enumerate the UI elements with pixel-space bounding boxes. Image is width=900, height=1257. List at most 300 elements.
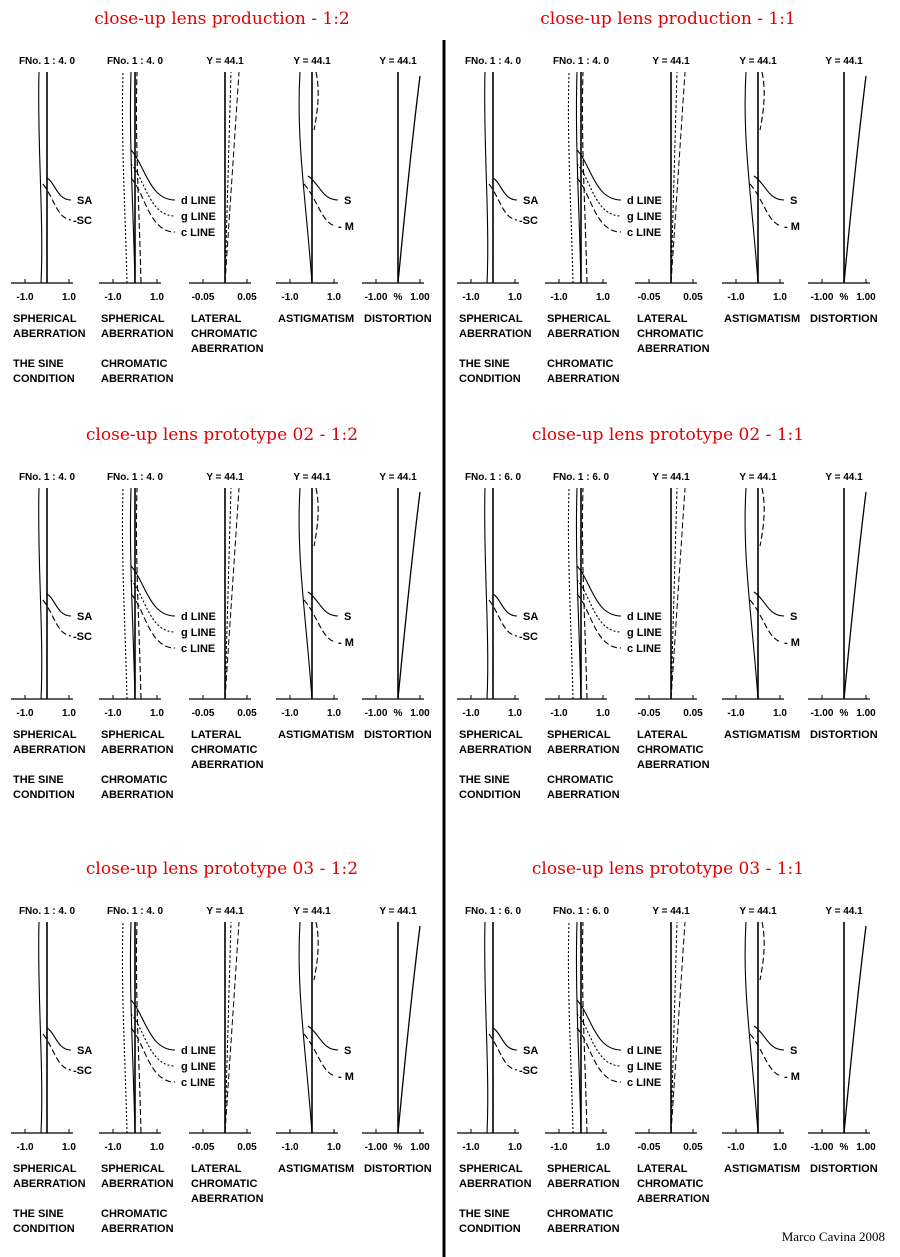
plot-caption: CHROMATIC (101, 358, 168, 370)
tick-label: -0.05 (637, 1142, 661, 1153)
panel-proto03-1-1 (457, 859, 878, 1235)
tick-label: -1.0 (550, 292, 568, 303)
series-label-m: - M (784, 637, 800, 649)
plot-caption: SPHERICAL (101, 729, 165, 741)
plot-caption: ASTIGMATISM (278, 313, 355, 325)
series-label-s: S (344, 1045, 352, 1057)
tick-label: -1.0 (104, 1142, 122, 1153)
tick-label: 1.00 (410, 1142, 430, 1153)
plot-caption: LATERAL (637, 313, 688, 325)
tick-label: -0.05 (191, 292, 215, 303)
panel-prod-1-1 (457, 9, 878, 385)
curve-lateral-g (225, 922, 231, 1133)
tick-label: 1.0 (596, 708, 610, 719)
plot-caption: SPHERICAL (13, 1163, 77, 1175)
plot-caption: DISTORTION (364, 729, 432, 741)
plot-header: Y = 44.1 (206, 906, 244, 917)
panel-prod-1-2 (11, 9, 432, 385)
tick-label: 1.0 (150, 292, 164, 303)
plot-header: Y = 44.1 (825, 472, 863, 483)
curve-m-top (760, 922, 764, 980)
plot-header: Y = 44.1 (379, 472, 417, 483)
plot-caption: ABERRATION (459, 328, 532, 340)
plot-caption: SPHERICAL (547, 729, 611, 741)
plot-header: FNo. 1 : 4. 0 (464, 56, 522, 67)
plot-caption: ASTIGMATISM (724, 729, 801, 741)
plot-caption: LATERAL (191, 729, 242, 741)
plot-header: FNo. 1 : 6. 0 (552, 906, 610, 917)
tick-label: 1.0 (150, 708, 164, 719)
panel-proto02-1-1 (457, 425, 878, 801)
series-label-s: S (344, 195, 352, 207)
panel-title: close-up lens prototype 03 - 1:2 (85, 859, 359, 879)
curve-lateral-g (671, 488, 677, 699)
tick-label: -1.0 (462, 708, 480, 719)
plot-caption: ABERRATION (101, 328, 174, 340)
plot-header: Y = 44.1 (825, 56, 863, 67)
curve-lateral-g (225, 72, 231, 283)
curve-m (750, 1034, 782, 1076)
plot-caption: ABERRATION (13, 328, 86, 340)
series-label-sc: -SC (519, 631, 538, 643)
curve-line (582, 922, 587, 1133)
plot-caption: LATERAL (191, 313, 242, 325)
series-label-m: - M (338, 221, 354, 233)
tick-label: 1.0 (596, 1142, 610, 1153)
plot-1 (457, 472, 538, 801)
curve-line (122, 72, 127, 283)
tick-label: -1.00 (810, 292, 834, 303)
curve-m (750, 600, 782, 642)
tick-label: -1.0 (462, 292, 480, 303)
tick-label: -1.0 (104, 708, 122, 719)
plot-5 (808, 472, 878, 741)
plot-caption: CHROMATIC (637, 744, 704, 756)
curve-c-line (577, 1028, 621, 1082)
plot-4 (276, 472, 354, 741)
curve-lateral-c (671, 488, 685, 699)
panel-title: close-up lens production - 1:1 (540, 9, 796, 29)
tick-label: 0.05 (683, 708, 703, 719)
plot-caption: ABERRATION (191, 759, 264, 771)
panel-proto03-1-2 (11, 859, 432, 1235)
plot-caption: ABERRATION (191, 343, 264, 355)
series-label-s: S (790, 195, 798, 207)
curve-m-top (314, 488, 318, 546)
plot-header: Y = 44.1 (379, 56, 417, 67)
series-label: c LINE (627, 1077, 662, 1089)
plot-caption: ABERRATION (547, 328, 620, 340)
plot-caption: LATERAL (191, 1163, 242, 1175)
plot-caption: ABERRATION (101, 1223, 174, 1235)
curve-lateral-c (671, 72, 685, 283)
tick-label: 1.0 (508, 292, 522, 303)
panel-proto02-1-2 (11, 425, 432, 801)
tick-label: 0.05 (237, 1142, 257, 1153)
plot-5 (362, 56, 432, 325)
curve-distortion (398, 76, 420, 283)
curve-line (582, 488, 587, 699)
plot-header: Y = 44.1 (652, 906, 690, 917)
curve-c-line (131, 594, 175, 648)
plot-caption: CHROMATIC (637, 328, 704, 340)
plot-caption: CHROMATIC (637, 1178, 704, 1190)
series-label: g LINE (181, 627, 216, 639)
plot-header: FNo. 1 : 6. 0 (464, 472, 522, 483)
plot-5 (362, 906, 432, 1175)
tick-label: -1.0 (462, 1142, 480, 1153)
tick-label: % (839, 1142, 849, 1153)
curve-m (304, 184, 336, 226)
plot-caption: DISTORTION (364, 313, 432, 325)
series-label-sa: SA (77, 1045, 93, 1057)
plot-caption: SPHERICAL (547, 313, 611, 325)
tick-label: 1.0 (773, 292, 787, 303)
tick-label: -1.0 (16, 292, 34, 303)
curve-c-line (577, 178, 621, 232)
tick-label: -0.05 (637, 292, 661, 303)
tick-label: 0.05 (683, 292, 703, 303)
plot-caption: THE SINE (459, 358, 510, 370)
tick-label: 0.05 (683, 1142, 703, 1153)
plot-5 (808, 56, 878, 325)
plot-caption: ABERRATION (637, 343, 710, 355)
tick-label: 1.0 (773, 708, 787, 719)
plot-caption: DISTORTION (810, 313, 878, 325)
curve-c-line (577, 594, 621, 648)
plot-caption: ABERRATION (13, 744, 86, 756)
plot-4 (722, 56, 800, 325)
plot-caption: CHROMATIC (547, 358, 614, 370)
series-label-sc: -SC (73, 1065, 92, 1077)
plot-caption: ASTIGMATISM (724, 1163, 801, 1175)
plot-header: Y = 44.1 (293, 56, 331, 67)
plot-1 (11, 472, 92, 801)
plot-caption: ASTIGMATISM (724, 313, 801, 325)
plot-caption: ASTIGMATISM (278, 1163, 355, 1175)
curve-m (304, 600, 336, 642)
panel-title: close-up lens prototype 02 - 1:2 (85, 425, 359, 445)
panel-title: close-up lens prototype 02 - 1:1 (531, 425, 805, 445)
series-label: g LINE (627, 627, 662, 639)
curve-distortion (844, 76, 866, 283)
plot-caption: ABERRATION (547, 1223, 620, 1235)
series-label: d LINE (627, 611, 662, 623)
plot-caption: ABERRATION (547, 373, 620, 385)
plot-1 (457, 906, 538, 1235)
tick-label: 1.00 (410, 708, 430, 719)
curve-c-line (131, 178, 175, 232)
tick-label: % (393, 292, 403, 303)
curve-m-top (760, 72, 764, 130)
series-label-s: S (790, 1045, 798, 1057)
curve-m-top (314, 922, 318, 980)
plot-header: Y = 44.1 (206, 472, 244, 483)
tick-label: 1.0 (508, 1142, 522, 1153)
plot-header: Y = 44.1 (206, 56, 244, 67)
curve-line (136, 922, 141, 1133)
plot-caption: CONDITION (13, 789, 75, 801)
plot-4 (722, 472, 800, 741)
plot-1 (457, 56, 538, 385)
plot-caption: ABERRATION (101, 373, 174, 385)
curve-lateral-c (225, 488, 239, 699)
curve-sa-outer (485, 922, 488, 1133)
tick-label: -1.0 (727, 1142, 745, 1153)
plot-header: Y = 44.1 (652, 472, 690, 483)
series-label-m: - M (338, 1071, 354, 1083)
tick-label: -0.05 (191, 708, 215, 719)
plot-header: Y = 44.1 (652, 56, 690, 67)
plot-4 (276, 906, 354, 1175)
series-label-sa: SA (523, 611, 539, 623)
series-label: d LINE (181, 611, 216, 623)
series-label-m: - M (784, 1071, 800, 1083)
tick-label: -1.0 (281, 1142, 299, 1153)
plot-caption: CONDITION (13, 373, 75, 385)
curve-line (122, 488, 127, 699)
tick-label: -1.00 (364, 292, 388, 303)
plot-caption: SPHERICAL (547, 1163, 611, 1175)
curve-line (568, 488, 573, 699)
series-label: g LINE (181, 211, 216, 223)
series-label: c LINE (181, 1077, 216, 1089)
tick-label: -0.05 (191, 1142, 215, 1153)
series-label-s: S (344, 611, 352, 623)
series-label: d LINE (627, 1045, 662, 1057)
tick-label: -0.05 (637, 708, 661, 719)
curve-m-top (314, 72, 318, 130)
plot-header: Y = 44.1 (293, 472, 331, 483)
tick-label: 1.0 (327, 1142, 341, 1153)
tick-label: -1.0 (104, 292, 122, 303)
curve-c-line (131, 1028, 175, 1082)
plot-header: FNo. 1 : 4. 0 (106, 906, 164, 917)
plot-caption: CONDITION (459, 373, 521, 385)
plot-header: FNo. 1 : 4. 0 (106, 472, 164, 483)
plot-caption: DISTORTION (810, 729, 878, 741)
series-label: c LINE (627, 227, 662, 239)
plot-1 (11, 56, 92, 385)
plot-caption: CONDITION (459, 789, 521, 801)
plot-caption: ABERRATION (637, 759, 710, 771)
plot-caption: SPHERICAL (459, 313, 523, 325)
plot-caption: ABERRATION (547, 789, 620, 801)
tick-label: -1.0 (727, 708, 745, 719)
tick-label: 1.0 (508, 708, 522, 719)
plot-caption: CHROMATIC (547, 774, 614, 786)
plot-header: Y = 44.1 (739, 472, 777, 483)
plot-caption: ABERRATION (637, 1193, 710, 1205)
curve-sa-outer (485, 488, 488, 699)
plot-header: Y = 44.1 (825, 906, 863, 917)
panel-title: close-up lens production - 1:2 (94, 9, 350, 29)
plot-header: Y = 44.1 (739, 56, 777, 67)
plot-caption: SPHERICAL (101, 1163, 165, 1175)
curve-lateral-g (225, 488, 231, 699)
plot-caption: THE SINE (459, 1208, 510, 1220)
plot-caption: SPHERICAL (459, 729, 523, 741)
series-label-m: - M (338, 637, 354, 649)
plot-header: FNo. 1 : 4. 0 (18, 56, 76, 67)
plot-header: FNo. 1 : 4. 0 (18, 906, 76, 917)
series-label-sc: -SC (73, 631, 92, 643)
tick-label: 0.05 (237, 292, 257, 303)
tick-label: % (839, 292, 849, 303)
series-label: c LINE (181, 227, 216, 239)
series-label: c LINE (627, 643, 662, 655)
tick-label: 1.00 (410, 292, 430, 303)
tick-label: 1.0 (327, 708, 341, 719)
plot-caption: DISTORTION (364, 1163, 432, 1175)
tick-label: -1.00 (364, 708, 388, 719)
tick-label: -1.0 (550, 1142, 568, 1153)
plot-header: Y = 44.1 (739, 906, 777, 917)
plot-caption: CHROMATIC (101, 1208, 168, 1220)
series-label-sa: SA (523, 195, 539, 207)
curve-line (568, 72, 573, 283)
plot-caption: THE SINE (459, 774, 510, 786)
series-label-m: - M (784, 221, 800, 233)
tick-label: 1.0 (327, 292, 341, 303)
series-label: g LINE (627, 1061, 662, 1073)
plot-caption: SPHERICAL (13, 313, 77, 325)
curve-sa-outer (485, 72, 488, 283)
tick-label: 1.0 (773, 1142, 787, 1153)
plot-caption: ABERRATION (459, 1178, 532, 1190)
series-label: c LINE (181, 643, 216, 655)
series-label: g LINE (181, 1061, 216, 1073)
plot-caption: ABERRATION (459, 744, 532, 756)
plot-caption: THE SINE (13, 1208, 64, 1220)
plot-caption: CHROMATIC (191, 744, 258, 756)
plot-caption: CONDITION (459, 1223, 521, 1235)
tick-label: -1.0 (16, 708, 34, 719)
plot-caption: ASTIGMATISM (278, 729, 355, 741)
tick-label: 1.00 (856, 292, 876, 303)
curve-sa-outer (39, 488, 42, 699)
tick-label: -1.00 (810, 1142, 834, 1153)
plot-caption: LATERAL (637, 1163, 688, 1175)
curve-distortion (844, 492, 866, 699)
tick-label: 1.0 (596, 292, 610, 303)
curve-lateral-c (671, 922, 685, 1133)
plot-caption: ABERRATION (191, 1193, 264, 1205)
plot-caption: ABERRATION (13, 1178, 86, 1190)
plot-caption: ABERRATION (547, 744, 620, 756)
plot-caption: ABERRATION (101, 789, 174, 801)
tick-label: -1.00 (810, 708, 834, 719)
curve-sa-outer (39, 922, 42, 1133)
plot-header: FNo. 1 : 4. 0 (18, 472, 76, 483)
curve-lateral-g (671, 72, 677, 283)
plot-caption: CHROMATIC (191, 1178, 258, 1190)
tick-label: 1.0 (150, 1142, 164, 1153)
series-label-sc: -SC (519, 1065, 538, 1077)
curve-line (136, 488, 141, 699)
curve-m-top (760, 488, 764, 546)
plot-5 (362, 472, 432, 741)
plot-caption: CONDITION (13, 1223, 75, 1235)
plot-caption: SPHERICAL (459, 1163, 523, 1175)
tick-label: 1.00 (856, 1142, 876, 1153)
tick-label: 1.0 (62, 708, 76, 719)
plot-header: FNo. 1 : 6. 0 (552, 472, 610, 483)
tick-label: -1.0 (281, 292, 299, 303)
tick-label: % (393, 708, 403, 719)
tick-label: -1.0 (550, 708, 568, 719)
series-label: g LINE (627, 211, 662, 223)
curve-m (304, 1034, 336, 1076)
curve-line (582, 72, 587, 283)
plot-caption: SPHERICAL (13, 729, 77, 741)
series-label-s: S (790, 611, 798, 623)
plot-caption: THE SINE (13, 358, 64, 370)
curve-m (750, 184, 782, 226)
tick-label: % (393, 1142, 403, 1153)
tick-label: 0.05 (237, 708, 257, 719)
series-label-sa: SA (77, 611, 93, 623)
plot-5 (808, 906, 878, 1175)
plot-caption: CHROMATIC (191, 328, 258, 340)
series-label-sa: SA (77, 195, 93, 207)
plot-caption: CHROMATIC (101, 774, 168, 786)
plot-1 (11, 906, 92, 1235)
tick-label: 1.0 (62, 1142, 76, 1153)
curve-distortion (398, 926, 420, 1133)
plot-caption: SPHERICAL (101, 313, 165, 325)
plot-header: Y = 44.1 (293, 906, 331, 917)
panel-title: close-up lens prototype 03 - 1:1 (531, 859, 805, 879)
tick-label: -1.0 (16, 1142, 34, 1153)
series-label: d LINE (181, 1045, 216, 1057)
series-label: d LINE (181, 195, 216, 207)
plot-header: FNo. 1 : 6. 0 (464, 906, 522, 917)
curve-lateral-c (225, 922, 239, 1133)
tick-label: -1.0 (727, 292, 745, 303)
plot-caption: LATERAL (637, 729, 688, 741)
plot-header: Y = 44.1 (379, 906, 417, 917)
curve-distortion (844, 926, 866, 1133)
author-credit: Marco Cavina 2008 (781, 1229, 885, 1244)
tick-label: -1.00 (364, 1142, 388, 1153)
plot-caption: CHROMATIC (547, 1208, 614, 1220)
plot-caption: ABERRATION (101, 744, 174, 756)
tick-label: 1.0 (62, 292, 76, 303)
tick-label: % (839, 708, 849, 719)
plot-caption: ABERRATION (101, 1178, 174, 1190)
tick-label: -1.0 (281, 708, 299, 719)
plot-header: FNo. 1 : 4. 0 (552, 56, 610, 67)
plot-caption: THE SINE (13, 774, 64, 786)
curve-line (136, 72, 141, 283)
plot-4 (722, 906, 800, 1175)
curve-sa-outer (39, 72, 42, 283)
series-label-sa: SA (523, 1045, 539, 1057)
curve-lateral-g (671, 922, 677, 1133)
series-label-sc: -SC (519, 215, 538, 227)
curve-lateral-c (225, 72, 239, 283)
series-label-sc: -SC (73, 215, 92, 227)
curve-line (568, 922, 573, 1133)
plot-4 (276, 56, 354, 325)
curve-distortion (398, 492, 420, 699)
series-label: d LINE (627, 195, 662, 207)
curve-line (122, 922, 127, 1133)
plot-header: FNo. 1 : 4. 0 (106, 56, 164, 67)
plot-caption: ABERRATION (547, 1178, 620, 1190)
tick-label: 1.00 (856, 708, 876, 719)
